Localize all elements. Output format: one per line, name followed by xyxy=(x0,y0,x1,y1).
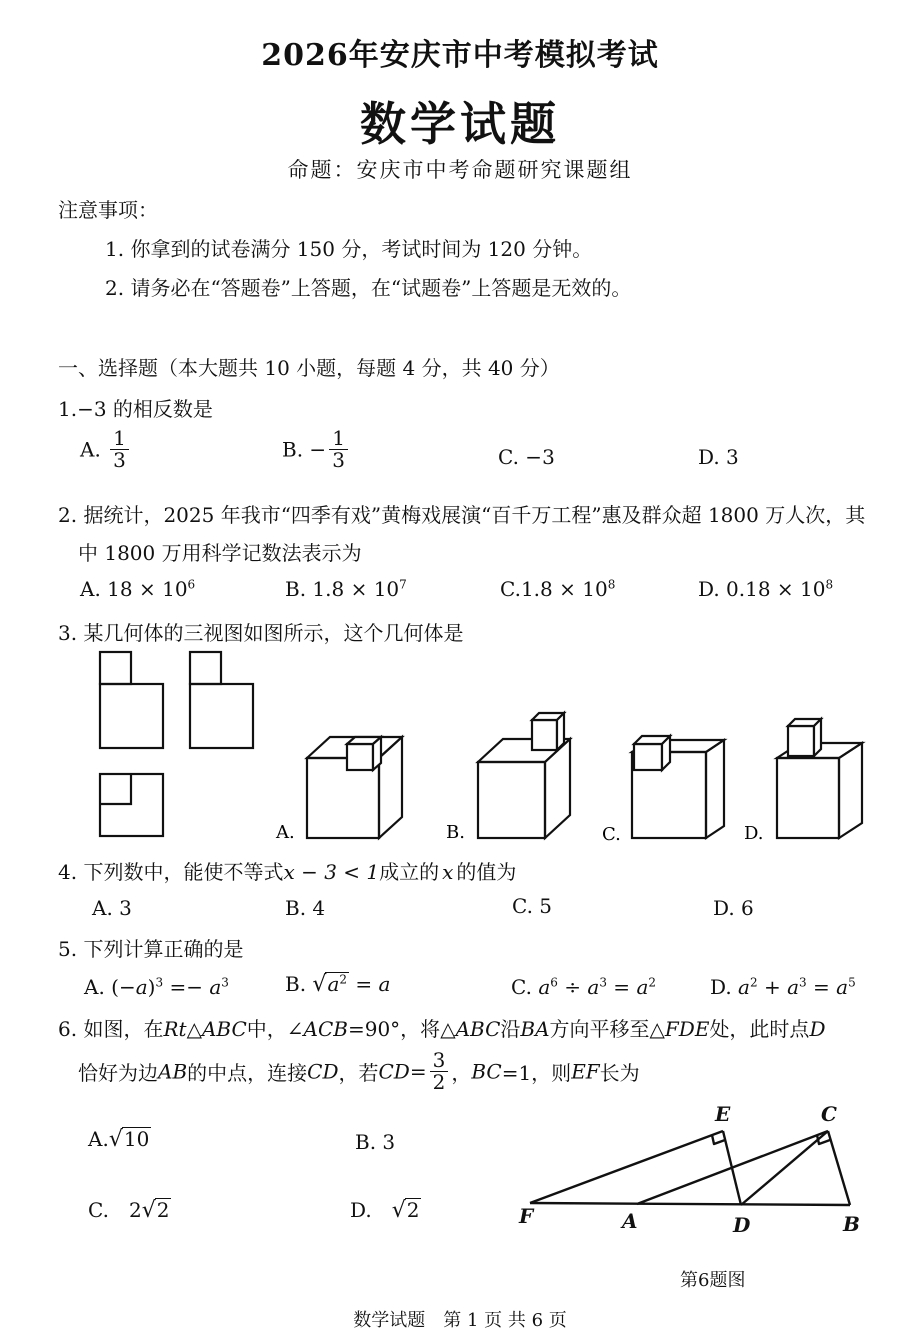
q6-option-a: A.√10 xyxy=(88,1127,150,1152)
q5-option-a: A. $(-a)^3 =- a^3$ xyxy=(84,975,229,999)
q2-option-c: $C.1.8 \times 10^8$ xyxy=(500,577,616,601)
q3-label-d: D. xyxy=(744,823,764,844)
q6-option-c: C. 2√2 xyxy=(88,1198,170,1223)
label-a: A xyxy=(622,1209,638,1233)
page-footer: 数学试题 第 1 页 共 6 页 xyxy=(353,1310,567,1331)
notice-item: 1. 你拿到的试卷满分 150 分，考试时间为 120 分钟。 xyxy=(105,237,593,261)
line-cb xyxy=(828,1131,850,1205)
q2-option-d: D. $0.18 \times 10^8$ xyxy=(698,577,834,601)
notice-item: 2. 请务必在“答题卷”上答题，在“试题卷”上答题是无效的。 xyxy=(105,276,632,300)
side-view xyxy=(190,652,253,748)
q1-option-d: D. 3 xyxy=(698,445,739,469)
q4-option-d: D. 6 xyxy=(713,896,754,920)
top-view xyxy=(100,774,163,836)
q1-option-c: C. −3 xyxy=(498,445,555,469)
author-line: 命题：安庆市中考命题研究课题组 xyxy=(287,158,633,182)
q5-option-b: B. $√a^2 = a$ xyxy=(285,972,391,997)
notice-heading: 注意事项： xyxy=(58,198,158,222)
line-ac xyxy=(637,1131,828,1204)
q6-option-b: B. 3 xyxy=(355,1130,396,1154)
label-c: C xyxy=(821,1102,837,1126)
q6-caption: 第6题图 xyxy=(680,1270,746,1291)
q2-stem-line2: 中 1800 万用科学记数法表示为 xyxy=(78,541,362,565)
q4-option-a: A. 3 xyxy=(92,896,132,920)
section-heading: 一、选择题（本大题共 10 小题，每题 4 分，共 40 分） xyxy=(58,356,560,380)
subject-title: 数学试题 xyxy=(360,97,560,151)
line-fb xyxy=(530,1203,850,1205)
q2-stem-line1: 2. 据统计，2025 年我市“四季有戏”黄梅戏展演“百千万工程”惠及群众超 1800 万人次，其 xyxy=(58,503,866,527)
exam-title: 2026年安庆市中考模拟考试 xyxy=(261,38,659,73)
q6-option-d: D. √2 xyxy=(350,1198,420,1223)
q4-option-b: B. 4 xyxy=(285,896,326,920)
label-e: E xyxy=(715,1102,731,1126)
q4-option-c: C. 5 xyxy=(512,894,553,918)
q3-figure xyxy=(0,640,920,860)
q3-label-a: A. xyxy=(276,822,295,843)
q1-option-a: A. $\frac{1}{3}$ xyxy=(80,428,132,471)
q6-stem-line2: 恰好为边AB的中点，连接CD，若CD= $\frac{3}{2}$ ，BC=1，则EF长为 xyxy=(78,1048,640,1094)
q1-stem: 1.−3 的相反数是 xyxy=(58,397,213,421)
option-c-solid xyxy=(632,736,724,838)
q5-option-d: D. $a^2 + a^3 = a^5$ xyxy=(710,975,856,999)
front-view xyxy=(100,652,163,748)
q1-option-b: B. − $\frac{1}{3}$ xyxy=(282,428,351,471)
q6-figure xyxy=(505,1095,885,1245)
q6-stem-line1: 6. 如图，在Rt△ABC中，∠ACB=90°，将△ABC沿BA方向平移至△FDE处，此时点D xyxy=(58,1017,826,1041)
q5-stem: 5. 下列计算正确的是 xyxy=(58,937,244,961)
q5-option-c: C. $a^6 \div a^3 = a^2$ xyxy=(511,975,657,999)
q2-option-b: B. $1.8 \times 10^7$ xyxy=(285,577,407,601)
q3-stem: 3. 某几何体的三视图如图所示，这个几何体是 xyxy=(58,621,464,645)
label-f: F xyxy=(519,1204,534,1228)
right-angle-e xyxy=(712,1135,725,1144)
q3-label-c: C. xyxy=(602,824,621,845)
option-d-solid xyxy=(777,719,862,838)
q4-stem: 4. 下列数中，能使不等式x − 3 < 1成立的 x 的值为 xyxy=(58,860,517,884)
option-b-solid xyxy=(478,713,570,838)
line-fe xyxy=(530,1131,723,1203)
line-cd xyxy=(741,1131,828,1205)
label-b: B xyxy=(843,1212,860,1236)
label-d: D xyxy=(733,1213,751,1237)
q3-label-b: B. xyxy=(446,822,465,843)
option-a-solid xyxy=(307,737,402,838)
q2-option-a: A. $18 \times 10^6$ xyxy=(80,577,196,601)
